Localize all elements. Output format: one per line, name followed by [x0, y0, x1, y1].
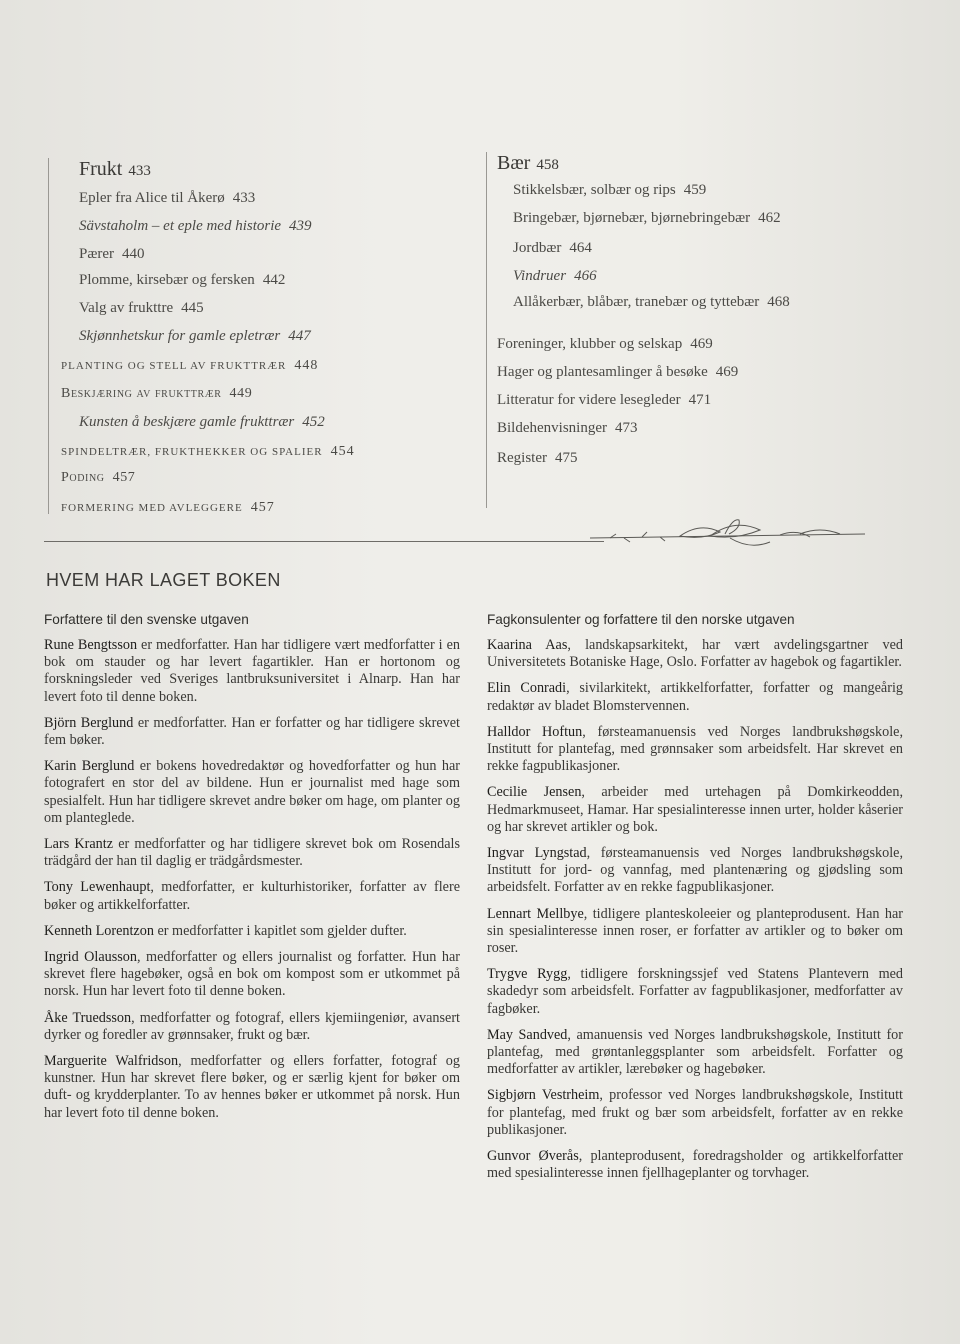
author-bio: er medforfatter i kapitlet som gjelder dufter. — [153, 922, 407, 939]
author-bio: , professor ved Norges landbrukshøgskole, Institutt for plantefag, med frukt og bær som arbeidsfelt, forfatter av en rekke publikasjoner. — [487, 1087, 903, 1138]
author-entry — [487, 680, 903, 714]
author-entry — [44, 879, 460, 913]
toc-item-title: Beskjæring av frukttrær — [61, 386, 222, 401]
author-entry — [44, 637, 460, 706]
author-name: Ingvar Lyngstad — [487, 845, 587, 862]
toc-item — [61, 444, 355, 460]
author-bio: er medforfatter og har tidligere skrevet bok om Rosendals trädgård der han til daglig er trädgårdsmester. — [44, 836, 460, 870]
toc-item-title: Sävstaholm – et eple med historie — [79, 218, 282, 234]
toc-item — [61, 470, 135, 486]
author-entry — [487, 1087, 903, 1139]
author-name: Rune Bengtsson — [44, 637, 138, 653]
toc-page-number: 468 — [767, 294, 790, 310]
author-entry — [487, 906, 903, 958]
toc-item-title: SPINDELTRÆR, FRUKTHEKKER OG SPALIER — [61, 446, 323, 458]
author-name: Kenneth Lorentzon — [44, 922, 154, 939]
toc-page-number: 469 — [715, 364, 739, 380]
author-bio: , medforfatter, er kulturhistoriker, forfatter av flere bøker og artikkelforfatter. — [44, 879, 461, 913]
toc-page-number: 471 — [688, 392, 712, 408]
author-entry — [487, 784, 903, 836]
toc-item — [61, 358, 318, 374]
author-name: Cecilie Jensen — [487, 784, 582, 801]
toc-item — [497, 450, 578, 467]
toc-item — [513, 268, 597, 285]
toc-page-number: 469 — [690, 336, 713, 352]
toc-item-title: Litteratur for videre lesegleder — [497, 392, 681, 408]
toc-item-title: Pærer — [79, 246, 114, 262]
author-bio: er medforfatter. Han har tidligere vært medforfatter i en bok om stauder og har levert fagartikler. Han er hortonom og forskningsleder ved Sveriges lantbruksuniversitet i Alnarp. Han har levert foto til denne boken. — [44, 637, 460, 705]
toc-item-title: Hager og plantesamlinger å besøke — [497, 364, 708, 380]
author-entry — [44, 1010, 460, 1044]
author-bio: , arbeider med urtehagen på Domkirkeodden, Hedmarkmuseet, Hamar. Har spesialinteresse innen urter, holder kåserier og har skrevet artikler og bok. — [487, 784, 903, 835]
column-heading: Fagkonsulenter og forfattere til den norske utgaven — [487, 612, 795, 627]
toc-heading-title: Bær — [497, 152, 531, 174]
toc-page-number: 448 — [294, 358, 319, 373]
author-name: Ingrid Olausson — [44, 949, 137, 966]
author-entry — [487, 966, 903, 1018]
toc-item — [497, 336, 713, 353]
toc-item-title: Vindruer — [513, 268, 567, 284]
toc-item-title: Epler fra Alice til Åkerø — [79, 190, 225, 206]
toc-item-title: Kunsten å beskjære gamle frukttrær — [79, 414, 295, 430]
author-bio: er medforfatter. Han er forfatter og har tidligere skrevet fem bøker. — [44, 714, 460, 749]
author-name: Kaarina Aas — [487, 637, 568, 653]
toc-item-title: Plomme, kirsebær og fersken — [79, 272, 255, 288]
toc-heading-baer — [497, 152, 559, 175]
column-heading: Forfattere til den svenske utgaven — [44, 612, 249, 627]
toc-page-number: 439 — [289, 218, 312, 234]
author-name: Trygve Rygg — [487, 966, 568, 983]
toc-item-title: Stikkelsbær, solbær og rips — [513, 182, 676, 198]
author-bio: , medforfatter og fotograf, ellers kjemiingeniør, avansert dyrker og foredler av grønnsaker, frukt og bær. — [44, 1009, 460, 1043]
toc-item-title: Foreninger, klubber og selskap — [497, 336, 683, 352]
toc-page-number: 459 — [683, 182, 707, 198]
toc-item — [79, 414, 325, 431]
toc-item-title: Valg av frukttre — [79, 300, 174, 316]
author-entry — [487, 637, 903, 671]
toc-item-title: Register — [497, 450, 547, 466]
author-bio: , landskapsarkitekt, har vært avdelingsgartner ved Universitetets Botaniske Hage, Oslo. Forfatter av hagebok og fagartikler. — [487, 637, 903, 671]
author-bio: , sivilarkitekt, artikkelforfatter, forfatter og mangeårig redaktør av bladet Blomstervennen. — [487, 680, 903, 714]
toc-item — [79, 190, 255, 207]
toc-heading-frukt — [79, 158, 151, 181]
author-name: Gunvor Øverås — [487, 1148, 579, 1165]
author-entry — [487, 1148, 903, 1182]
toc-page-number: 449 — [229, 386, 253, 401]
author-name: Björn Berglund — [44, 714, 134, 731]
toc-item-title: FORMERING MED AVLEGGERE — [61, 502, 243, 514]
author-bio: , amanuensis ved Norges landbrukshøgskole, Institutt for plantefag, med grøntanleggsplanter som arbeidsfelt. Forfatter og medforfatter av artikler, lærebøker og hagebøker. — [487, 1026, 903, 1078]
toc-item-title: Bringebær, bjørnebær, bjørnebringebær — [513, 210, 751, 226]
divider-line — [44, 541, 604, 542]
author-bio: , førsteamanuensis ved Norges landbrukshøgskole, Institutt for jord- og vannfag, med plantenæring og gjødsling som arbeidsfelt. Forfatter av en rekke fagpublikasjoner. — [487, 845, 903, 896]
toc-item — [79, 218, 312, 235]
toc-item-title: Skjønnhetskur for gamle epletrær — [79, 328, 281, 344]
author-entry — [44, 836, 460, 870]
author-name: Sigbjørn Vestrheim — [487, 1087, 600, 1104]
toc-item — [513, 210, 781, 227]
toc-page-number: 433 — [128, 163, 151, 179]
toc-page-number: 475 — [555, 450, 578, 466]
author-name: Lennart Mellbye — [487, 905, 584, 922]
author-name: Åke Truedsson — [44, 1009, 132, 1026]
author-entry — [44, 715, 460, 749]
toc-page-number: 440 — [122, 246, 145, 262]
author-name: May Sandved — [487, 1026, 568, 1043]
toc-item — [79, 246, 145, 263]
author-bio: , tidligere planteskoleeier og planteprodusent. Han har sin spesialinteresse innen roser, er forfatter av artikler og to bøker om roser. — [487, 905, 903, 957]
toc-page-number: 457 — [112, 470, 136, 485]
author-entry — [487, 1027, 903, 1079]
author-name: Lars Krantz — [44, 836, 114, 853]
toc-item — [79, 300, 204, 317]
toc-item — [61, 500, 275, 516]
toc-column-right — [486, 152, 907, 508]
author-bio: , førsteamanuensis ved Norges landbrukshøgskole, Institutt for plantefag, med grønnsaker som arbeidsfelt. Har skrevet en rekke fagpublikasjoner. — [487, 723, 903, 775]
toc-item — [513, 294, 790, 311]
authors-column-swedish — [44, 612, 460, 1131]
toc-heading-title: Frukt — [79, 158, 123, 180]
toc-item-title: Poding — [61, 470, 105, 485]
toc-item — [79, 272, 285, 289]
author-bio: , medforfatter og ellers forfatter, fotograf og kunstner. Hun har skrevet flere bøker, og er særlig kjent for bøker om duft- og krydderplanter. To av hennes bøker er utkommet på norsk. Hun har levert foto til denne boken. — [44, 1053, 460, 1121]
author-name: Tony Lewenhaupt — [44, 879, 151, 896]
toc-page-number: 473 — [614, 420, 638, 436]
author-name: Halldor Hoftun — [487, 723, 583, 740]
toc-page-number: 462 — [758, 210, 781, 226]
toc-page-number: 464 — [569, 240, 592, 256]
author-bio: er bokens hovedredaktør og hovedforfatter og hun har fotografert en stor del av bildene. Hun er journalist med hage som spesialfelt. Hun har tidligere skrevet andre bøker om hage, om planter og om planteglede. — [44, 758, 460, 826]
author-bio: , medforfatter og ellers journalist og forfatter. Hun har skrevet flere hagebøker, også en bok om kompost som er utkommet på norsk. Hun har levert foto til denne boken. — [44, 949, 460, 1000]
toc-item — [61, 386, 252, 402]
author-entry — [487, 845, 903, 897]
author-name: Karin Berglund — [44, 758, 135, 775]
toc-item-title: PLANTING OG STELL AV FRUKTTRÆR — [61, 360, 287, 372]
author-name: Elin Conradi — [487, 680, 567, 697]
botanical-ornament-icon — [590, 516, 870, 556]
toc-item — [513, 182, 706, 199]
toc-page-number: 458 — [536, 157, 559, 173]
toc-page-number: 466 — [574, 268, 597, 284]
toc-item — [79, 328, 311, 345]
toc-item — [497, 392, 711, 409]
toc-page-number: 457 — [250, 500, 275, 515]
toc-page-number: 452 — [302, 414, 325, 430]
author-entry — [44, 949, 460, 1001]
author-name: Marguerite Walfridson — [44, 1053, 179, 1070]
toc-item — [513, 240, 592, 257]
toc-column-left — [48, 158, 469, 514]
toc-page-number: 433 — [232, 190, 256, 206]
author-entry — [487, 724, 903, 776]
toc-page-number: 442 — [262, 272, 286, 288]
toc-item-title: Jordbær — [513, 240, 562, 256]
author-bio: , planteprodusent, foredragsholder og artikkelforfatter med spesialinteresse innen fjellhageplanter og torvhager. — [487, 1148, 903, 1182]
toc-page-number: 454 — [330, 444, 355, 459]
toc-item — [497, 364, 738, 381]
toc-item-title: Bildehenvisninger — [497, 420, 607, 436]
authors-column-norwegian — [487, 612, 903, 1191]
author-entry — [44, 758, 460, 827]
toc-page-number: 447 — [288, 328, 311, 344]
author-bio: , tidligere forskningssjef ved Statens Plantevern med skadedyr som arbeidsfelt. Forfatter av fagpublikasjoner, medforfatter av fagbøker. — [487, 966, 903, 1017]
section-title: HVEM HAR LAGET BOKEN — [46, 570, 281, 590]
toc-page-number: 445 — [181, 300, 204, 316]
toc-item-title: Allåkerbær, blåbær, tranebær og tyttebær — [513, 294, 760, 310]
author-entry — [44, 923, 460, 940]
toc-item — [497, 420, 637, 437]
author-entry — [44, 1053, 460, 1122]
